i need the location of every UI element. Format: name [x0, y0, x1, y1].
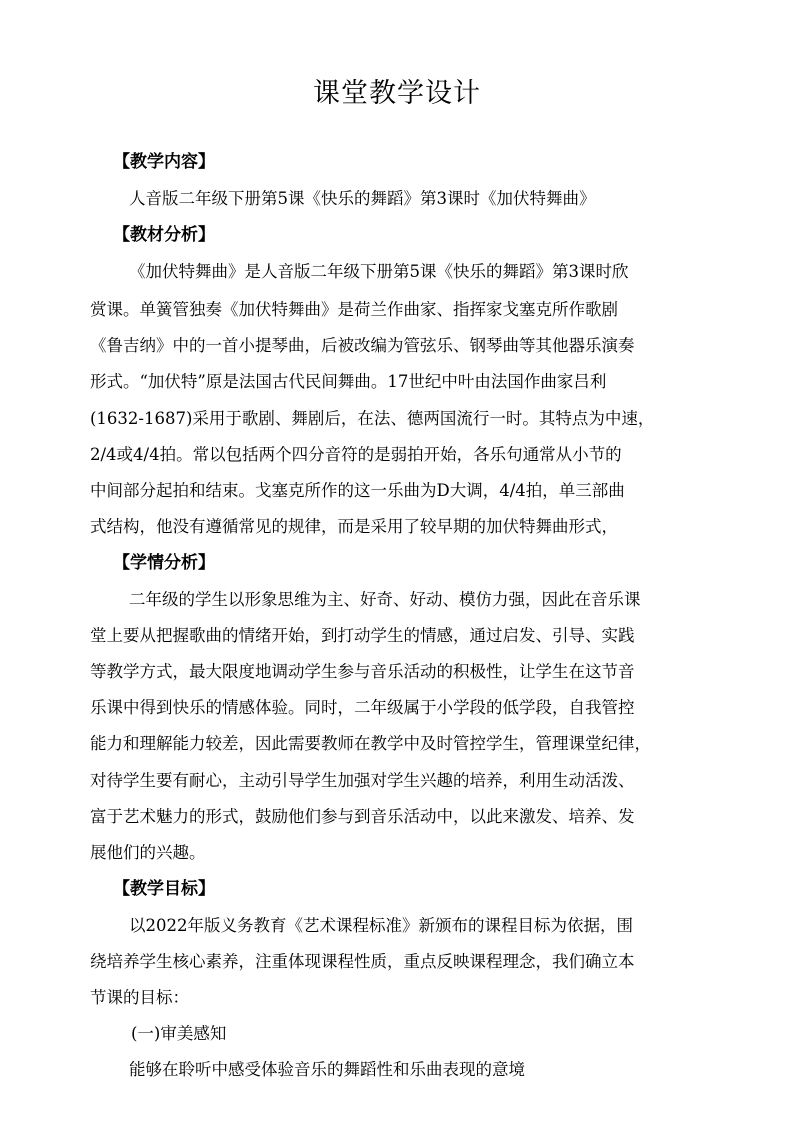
paragraph-line: 堂上要从把握歌曲的情绪开始，到打动学生的情感，通过启发、引导、实践	[90, 626, 635, 645]
paragraph-line: 绕培养学生核心素养，注重体现课程性质，重点反映课程理念，我们确立本	[90, 952, 635, 971]
section-heading-content: 【教学内容】	[113, 152, 215, 172]
paragraph-line: 展他们的兴趣。	[90, 843, 206, 862]
paragraph-line: 《加伏特舞曲》是人音版二年级下册第5课《快乐的舞蹈》第3课时欣	[129, 262, 629, 281]
paragraph-line: 等教学方式，最大限度地调动学生参与音乐活动的积极性，让学生在这节音	[90, 662, 635, 681]
paragraph-line: 式结构，他没有遵循常见的规律，而是采用了较早期的加伏特舞曲形式，	[90, 517, 618, 536]
paragraph-line: 赏课。单簧管独奏《加伏特舞曲》是荷兰作曲家、指挥家戈塞克所作歌剧	[90, 300, 618, 319]
page-title: 课堂教学设计	[313, 78, 481, 109]
section-heading-material: 【教材分析】	[113, 225, 215, 245]
subsection-heading: (一)审美感知	[131, 1024, 227, 1043]
paragraph-line: 人音版二年级下册第5课《快乐的舞蹈》第3课时《加伏特舞曲》	[129, 189, 596, 208]
paragraph-line: 二年级的学生以形象思维为主、好奇、好动、模仿力强，因此在音乐课	[129, 590, 641, 609]
paragraph-line: 以2022年版义务教育《艺术课程标准》新颁布的课程目标为依据，围	[129, 916, 633, 935]
paragraph-line: 2/4或4/4拍。常以包括两个四分音符的是弱拍开始，各乐句通常从小节的	[90, 445, 622, 464]
paragraph-line: 中间部分起拍和结束。戈塞克所作的这一乐曲为D大调，4/4拍，单三部曲	[90, 481, 625, 500]
section-heading-students: 【学情分析】	[113, 553, 215, 573]
paragraph-line: 能够在聆听中感受体验音乐的舞蹈性和乐曲表现的意境	[129, 1060, 525, 1079]
section-heading-goals: 【教学目标】	[113, 879, 215, 899]
paragraph-line: 《鲁吉纳》中的一首小提琴曲，后被改编为管弦乐、钢琴曲等其他器乐演奏	[90, 336, 635, 355]
paragraph-line: 节课的目标：	[90, 988, 189, 1007]
paragraph-line: 形式。“加伏特”原是法国古代民间舞曲。17世纪中叶由法国作曲家吕利	[90, 372, 607, 391]
paragraph-line: 富于艺术魅力的形式，鼓励他们参与到音乐活动中，以此来激发、培养、发	[90, 807, 635, 826]
paragraph-line: 乐课中得到快乐的情感体验。同时，二年级属于小学段的低学段，自我管控	[90, 698, 635, 717]
paragraph-line: 能力和理解能力较差，因此需要教师在教学中及时管控学生，管理课堂纪律，	[90, 734, 651, 753]
paragraph-line: 对待学生要有耐心，主动引导学生加强对学生兴趣的培养，利用生动活泼、	[90, 771, 635, 790]
paragraph-line: (1632-1687)采用于歌剧、舞剧后，在法、德两国流行一时。其特点为中速，	[90, 409, 655, 428]
